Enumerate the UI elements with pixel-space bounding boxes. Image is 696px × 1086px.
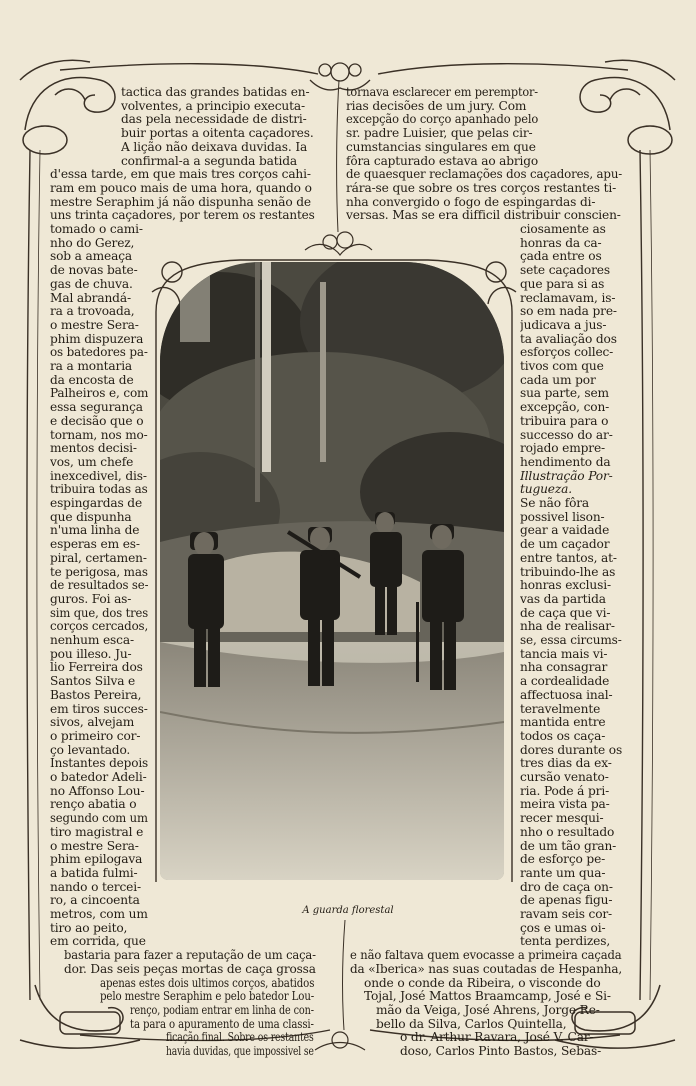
right-line: se, essa circums- (520, 634, 622, 647)
right-line: nho o resultado (520, 825, 615, 839)
right-line: judicava a jus- (520, 318, 607, 332)
left-line: pelo mestre Seraphim e pelo batedor Lou- (100, 990, 314, 1004)
right-line: tornava esclarecer em peremptor- (346, 86, 538, 99)
left-line: em corrida, que (50, 935, 146, 949)
right-line: dores durante os (520, 743, 622, 757)
horn-ornament-top-right (580, 60, 675, 154)
left-line: ra a trovoada, (50, 305, 135, 319)
left-line: nando o tercei- (50, 880, 141, 894)
right-line: nha convergido o fogo de espingardas di- (346, 195, 596, 209)
right-line: ravam seis cor- (520, 908, 613, 921)
flower-ornament-bottom (315, 1032, 365, 1050)
right-line: honras da ca- (520, 236, 602, 250)
left-line: Instantes depois (50, 757, 149, 771)
left-line: tiro ao peito, (50, 921, 128, 935)
right-line: tres dias da ex- (520, 757, 612, 771)
right-line: possivel lison- (520, 510, 605, 524)
right-line: tancia mais vi- (520, 647, 608, 661)
left-line: o mestre Sera- (50, 839, 139, 853)
right-line: cada um por (520, 373, 596, 387)
right-line: honras exclusi- (520, 579, 611, 593)
right-line: reclamavam, is- (520, 291, 616, 305)
right-line: sr. padre Luisier, que pelas cir- (346, 127, 533, 141)
right-line: excepção, con- (520, 401, 610, 415)
left-line: Santos Silva e (50, 675, 136, 689)
left-line: A lição não deixava duvidas. Ia (121, 140, 308, 154)
right-line: de um caçador (520, 538, 610, 552)
right-line: tugueza. (520, 483, 572, 497)
left-line: phim epilogava (50, 853, 143, 867)
left-line: tactica das grandes batidas en- (121, 86, 310, 99)
right-line: rojado empre- (520, 442, 605, 456)
right-line: mantida entre (520, 716, 606, 730)
right-line: sua parte, sem (520, 387, 609, 401)
left-line: os batedores pa- (50, 346, 148, 360)
left-line: e decisão que o (50, 414, 144, 428)
left-line: de resultados se- (50, 579, 149, 593)
left-line: n'uma linha de (50, 524, 140, 538)
left-line: uns trinta caçadores, por terem os restantes (50, 209, 315, 223)
left-line: renço, podiam entrar em linha de con- (130, 1003, 314, 1017)
left-line: sim que, dos tres (50, 606, 148, 620)
right-line: teravelmente (520, 702, 601, 716)
right-line: fôra capturado estava ao abrigo (346, 154, 539, 168)
right-line: excepção do corço apanhado pelo (346, 113, 538, 127)
right-line: tenta perdizes, (520, 935, 611, 949)
left-line: nenhum esca- (50, 634, 134, 647)
left-line: ço levantado. (50, 743, 131, 757)
right-line: da «Iberica» nas suas coutadas de Hespanha, (350, 962, 623, 976)
left-line: Bastos Pereira, (50, 688, 142, 702)
left-line: bastaria para fazer a reputação de um caça- (64, 949, 316, 963)
right-line: entre tantos, at- (520, 551, 617, 565)
left-line: renço abatia o (50, 798, 137, 812)
left-line: te perigosa, mas (50, 565, 148, 579)
left-line: em tiros succes- (50, 702, 148, 716)
right-line: versas. Mas se era difficil distribuir conscien- (346, 209, 621, 223)
left-line: apenas estes dois ultimos corços, abatidos (100, 976, 315, 990)
right-line: çada entre os (520, 250, 602, 264)
photo-illustration (160, 262, 504, 880)
left-line: metros, com um (50, 908, 148, 921)
left-line: havia duvidas, que impossivel se (166, 1045, 314, 1058)
left-line: phim dispuzera (50, 332, 144, 346)
right-line: dro de caça on- (520, 880, 613, 894)
right-line: esforços collec- (520, 346, 614, 360)
right-line: affectuosa inal- (520, 688, 613, 702)
horn-ornament-top-left (20, 60, 115, 154)
right-line: que para si as (520, 277, 605, 291)
left-line: corços cercados, (50, 620, 148, 634)
right-line: nha consagrar (520, 661, 608, 675)
right-line: vas da partida (520, 592, 606, 606)
left-line: segundo com um (50, 812, 148, 826)
left-line: buir portas a oitenta caçadores. (121, 127, 314, 141)
left-line: ram em pouco mais de uma hora, quando o (50, 181, 312, 195)
left-line: sob a ameaça (50, 250, 133, 264)
left-line: nho do Gerez, (50, 236, 135, 250)
right-line: de caça que vi- (520, 606, 611, 620)
left-line: de novas bate- (50, 264, 138, 278)
left-line: a batida fulmi- (50, 866, 138, 880)
right-line: Tojal, José Mattos Braamcamp, José e Si- (364, 990, 611, 1004)
left-line: guros. Foi as- (50, 592, 132, 606)
left-line: piral, certamen- (50, 551, 147, 565)
right-line: cumstancias singulares em que (346, 140, 536, 154)
right-line: ciosamente as (520, 223, 606, 236)
right-line: todos os caça- (520, 729, 606, 743)
left-line: ta para o apuramento de uma classi- (130, 1017, 314, 1031)
right-line: de um tão gran- (520, 839, 617, 853)
right-line: tivos com que (520, 360, 604, 373)
left-line: ficação final. Sobre os restantes (166, 1031, 314, 1045)
left-line: o primeiro cor- (50, 729, 141, 743)
left-line: mentos decisi- (50, 442, 137, 456)
right-line: de apenas figu- (520, 894, 613, 908)
right-line: tribuindo-lhe as (520, 565, 616, 579)
left-line: no Affonso Lou- (50, 784, 145, 798)
left-line: gas de chuva. (50, 277, 133, 291)
right-line: nha de realisar- (520, 620, 615, 634)
left-line: pou illeso. Ju- (50, 647, 132, 661)
left-line: essa segurança (50, 401, 143, 415)
right-line: onde o conde da Ribeira, o visconde do (364, 976, 601, 990)
right-line: bello da Silva, Carlos Quintella, (376, 1017, 567, 1031)
right-line: rante um qua- (520, 866, 606, 880)
right-line: Se não fôra (520, 497, 590, 510)
left-line: das pela necessidade de distri- (121, 113, 307, 127)
left-line: da encosta de (50, 373, 134, 387)
right-line: ria. Pode á pri- (520, 784, 610, 798)
left-line: sivos, alvejam (50, 716, 135, 730)
right-line: tribuira para o (520, 414, 609, 428)
left-line: que dispunha (50, 510, 132, 524)
right-line: so em nada pre- (520, 305, 617, 319)
left-line: tomado o cami- (50, 223, 143, 236)
left-line: volventes, a principio executa- (121, 99, 305, 113)
right-line: o dr. Arthur Ravara, José V. Car- (400, 1031, 594, 1045)
right-line: gear a vaidade (520, 524, 610, 538)
left-line: lio Ferreira dos (50, 661, 143, 675)
left-line: dor. Das seis peças mortas de caça grossa (64, 962, 316, 976)
left-line: vos, um chefe (50, 455, 134, 469)
right-line: recer mesqui- (520, 812, 604, 826)
left-line: tornam, nos mo- (50, 428, 148, 442)
left-line: Palheiros e, com (50, 387, 149, 401)
right-line: a cordealidade (520, 675, 610, 689)
right-line: mão da Veiga, José Ahrens, Jorge Re- (376, 1003, 600, 1017)
left-line: tiro magistral e (50, 825, 144, 839)
left-line: mestre Seraphim já não dispunha senão de (50, 195, 311, 209)
right-line: de esforço pe- (520, 853, 606, 867)
right-line: e não faltava quem evocasse a primeira caçada (350, 949, 622, 963)
right-line: hendimento da (520, 455, 611, 469)
left-line: d'essa tarde, em que mais tres corços cahi- (50, 168, 311, 182)
right-line: successo do ar- (520, 428, 613, 442)
right-line: Illustração Por- (520, 469, 613, 483)
left-line: o batedor Adeli- (50, 771, 147, 784)
right-line: ta avaliação dos (520, 332, 617, 346)
right-line: meira vista pa- (520, 798, 610, 812)
forest-guard-photo (160, 262, 504, 880)
right-line: ços e umas oi- (520, 921, 606, 935)
photo-caption: A guarda florestal (302, 905, 394, 916)
left-line: tribuira todas as (50, 483, 148, 497)
right-line: cursão venato- (520, 771, 609, 784)
left-line: Mal abrandá- (50, 291, 131, 305)
left-line: o mestre Sera- (50, 318, 139, 332)
right-line: rára-se que sobre os tres corços restantes ti- (346, 181, 617, 195)
left-line: inexcedivel, dis- (50, 469, 147, 483)
left-line: ro, a cincoenta (50, 894, 140, 908)
right-line: de quaesquer reclamações dos caçadores, apu- (346, 168, 622, 182)
right-line: rias decisões de um jury. Com (346, 99, 527, 113)
right-line: doso, Carlos Pinto Bastos, Sebas- (400, 1045, 602, 1058)
left-line: ra a montaria (50, 360, 133, 373)
left-line: confirmal-a a segunda batida (121, 154, 298, 168)
right-line: sete caçadores (520, 264, 610, 278)
left-line: esperas em es- (50, 538, 140, 552)
left-line: espingardas de (50, 497, 143, 510)
